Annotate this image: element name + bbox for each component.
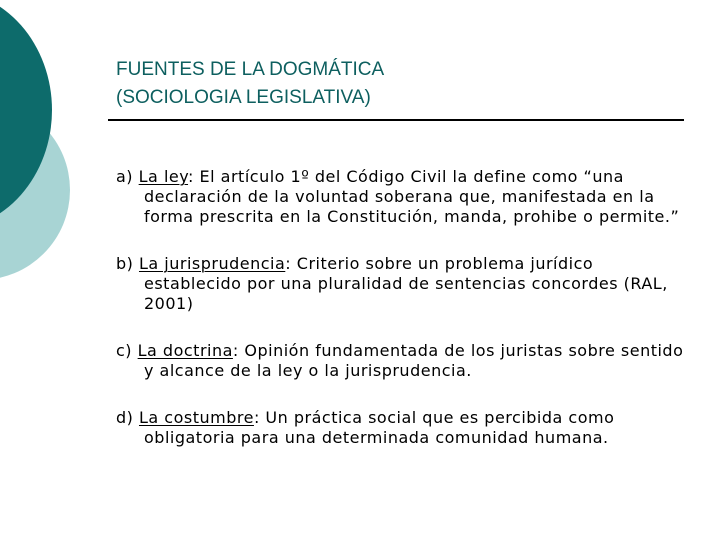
- item-prefix: d): [116, 408, 139, 427]
- list-item-jurisprudencia: [116, 254, 696, 314]
- item-term: La ley: [138, 167, 189, 186]
- item-prefix: b): [116, 254, 139, 273]
- item-body: : El artículo 1º del Código Civil la define como “una declaración de la voluntad soberana que, manifestada en la forma prescrita en la Constitución, manda, prohibe o permite.”: [144, 167, 680, 226]
- slide-title-line-2: (SOCIOLOGIA LEGISLATIVA): [116, 87, 371, 108]
- slide-title-line-1: FUENTES DE LA DOGMÁTICA: [116, 59, 385, 80]
- item-body: : Opinión fundamentada de los juristas sobre sentido y alcance de la ley o la jurisprudencia.: [144, 341, 684, 380]
- list-item-doctrina: [116, 341, 696, 381]
- item-prefix: a): [116, 167, 139, 186]
- title-divider: [108, 119, 684, 121]
- sources-list: [116, 167, 696, 475]
- item-term: La costumbre: [138, 408, 254, 427]
- item-prefix: c): [116, 341, 138, 360]
- list-item-costumbre: [116, 408, 696, 448]
- slide-title: [116, 56, 384, 112]
- item-body: : Un práctica social que es percibida como obligatoria para una determinada comunidad humana.: [144, 408, 615, 447]
- item-term: La jurisprudencia: [138, 254, 286, 273]
- item-body: : Criterio sobre un problema jurídico establecido por una pluralidad de sentencias concordes (RAL, 2001): [144, 254, 668, 313]
- decorative-circles: [0, 0, 80, 300]
- list-item-ley: [116, 167, 696, 227]
- item-term: La doctrina: [137, 341, 233, 360]
